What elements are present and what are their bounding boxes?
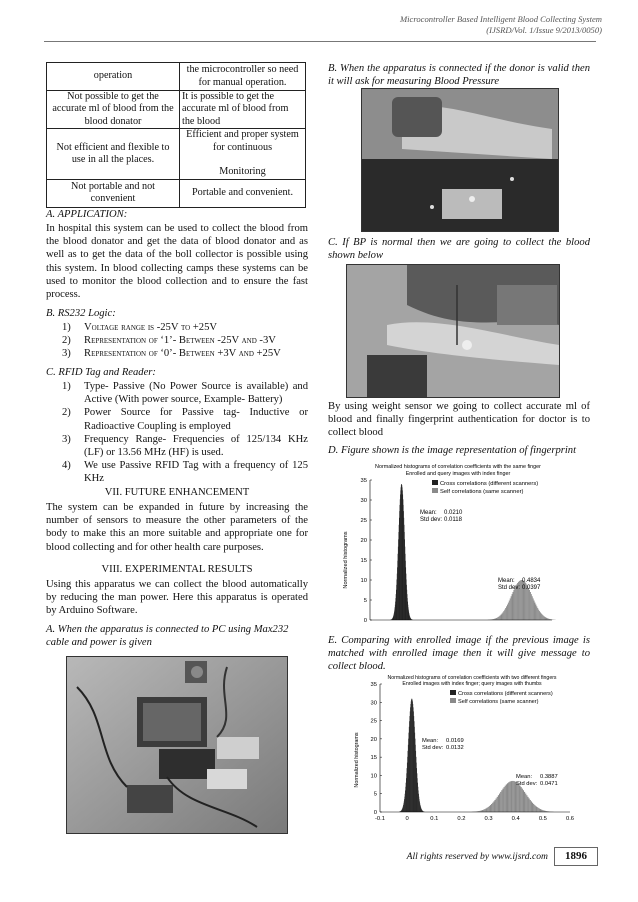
table-cell: Efficient and proper system for continuous Monitoring bbox=[180, 129, 306, 180]
histogram-bar bbox=[524, 792, 525, 812]
histogram-bar bbox=[537, 608, 538, 620]
annotation-mean-value: 0.4834 bbox=[522, 578, 541, 584]
y-tick-label: 15 bbox=[370, 755, 377, 762]
x-tick-label: 0.5 bbox=[538, 816, 547, 822]
list-item: 4) We use Passive RFID Tag with a frequency of 125 KHz bbox=[62, 460, 308, 485]
histogram-bar bbox=[539, 611, 540, 620]
histogram-bar bbox=[497, 797, 498, 812]
y-axis-label: Normalized histograms bbox=[354, 732, 360, 788]
y-tick-label: 30 bbox=[360, 498, 367, 504]
legend-label-cross: Cross correlations (different scanners) bbox=[458, 691, 553, 697]
table-cell: the microcontroller so need for manual operation. bbox=[180, 63, 306, 91]
histogram-bar bbox=[504, 787, 505, 812]
annotation-std-value: 0.0471 bbox=[540, 781, 558, 787]
future-paragraph: The system can be expanded in future by increasing the number of sensors to measure the other parameters of the body to make this an more suitable and appropriate one for blood collecting and for other health care purposes. bbox=[46, 502, 308, 553]
histogram-chart-different-fingers bbox=[352, 672, 574, 824]
y-tick-label: 25 bbox=[370, 718, 377, 725]
histogram-bar bbox=[507, 783, 508, 812]
histogram-bar bbox=[526, 795, 527, 812]
y-tick-label: 10 bbox=[370, 773, 377, 780]
histogram-bar bbox=[505, 786, 506, 812]
histogram-bar bbox=[544, 616, 545, 620]
list-item: 3) Representation of ‘0’- Between +3V and +25V bbox=[62, 348, 281, 360]
histogram-svg-1 bbox=[340, 460, 556, 628]
histogram-bar bbox=[496, 798, 497, 812]
histogram-bar bbox=[519, 786, 520, 812]
application-paragraph: In hospital this system can be used to collect the blood from the blood donator and get the data of blood donator and as well as to get the data of the boll collector is possible using this system. In blood collecting camps these systems can be used to monitor the blood collection and to ensure the fast process. bbox=[46, 223, 308, 301]
annotation-std-value: 0.0397 bbox=[522, 585, 541, 591]
table-row bbox=[47, 179, 306, 207]
y-tick-label: 35 bbox=[370, 682, 377, 688]
x-tick-label: 0.6 bbox=[565, 816, 574, 822]
annotation-mean-label: Mean: bbox=[498, 578, 515, 584]
histogram-bar bbox=[493, 801, 494, 812]
x-tick-label: 0.2 bbox=[457, 816, 466, 822]
chart-title: Normalized histograms of correlation coefficients with two different fingers bbox=[387, 675, 557, 681]
histogram-bar bbox=[529, 798, 530, 812]
section-heading-future: VII. FUTURE ENHANCEMENT bbox=[104, 487, 250, 498]
histogram-bar bbox=[501, 790, 502, 812]
annotation-mean-value: 0.3887 bbox=[540, 774, 558, 780]
histogram-bar bbox=[514, 781, 515, 812]
histogram-bar bbox=[502, 789, 503, 812]
histogram-bar bbox=[510, 781, 511, 812]
figure-caption-e: E. Comparing with enrolled image if the previous image is matched with enrolled image then it will give message to collect blood. bbox=[328, 635, 590, 673]
histogram-bar bbox=[508, 603, 509, 620]
y-axis-label: Normalized histograms bbox=[343, 531, 349, 589]
y-tick-label: 15 bbox=[360, 558, 367, 564]
histogram-bar bbox=[496, 618, 497, 620]
histogram-bar bbox=[535, 806, 536, 812]
histogram-bar bbox=[490, 805, 491, 812]
table-cell: It is possible to get the accurate ml of blood from the blood bbox=[180, 91, 306, 129]
y-tick-label: 10 bbox=[360, 578, 367, 584]
histogram-bar bbox=[534, 601, 535, 620]
histogram-svg-2 bbox=[352, 672, 574, 824]
list-item: 2) Representation of ‘1’- Between -25V and -3V bbox=[62, 335, 276, 347]
histogram-bar bbox=[535, 603, 536, 620]
x-tick-label: 0.4 bbox=[511, 816, 520, 822]
figure-caption-b: B. When the apparatus is connected if the donor is valid then it will ask for measuring Blood Pressure bbox=[328, 63, 590, 88]
y-tick-label: 20 bbox=[360, 538, 367, 544]
histogram-bar bbox=[538, 610, 539, 620]
annotation-std-value: 0.0118 bbox=[444, 517, 462, 523]
histogram-bar bbox=[498, 795, 499, 812]
legend-label-cross: Cross correlations (different scanners) bbox=[440, 481, 539, 487]
legend-swatch-self bbox=[432, 488, 438, 493]
annotation-std-label: Std dev: bbox=[498, 585, 521, 591]
rs232-list bbox=[62, 321, 308, 361]
histogram-bar bbox=[494, 800, 495, 812]
list-item: 2) Power Source for Passive tag- Inductive or Radioactive Coupling is employed bbox=[62, 407, 308, 432]
table-row bbox=[47, 129, 306, 180]
histogram-bar bbox=[530, 800, 531, 812]
histogram-bar bbox=[521, 787, 522, 812]
figure-caption-c: C. If BP is normal then we are going to collect the blood shown below bbox=[328, 237, 590, 262]
list-item: 3) Frequency Range- Frequencies of 125/134 KHz (LF) or 13.56 MHz (HF) is used. bbox=[62, 433, 308, 459]
histogram-bar bbox=[501, 614, 502, 620]
annotation-mean-value: 0.0210 bbox=[444, 510, 463, 516]
x-tick-label: -0.1 bbox=[375, 816, 385, 822]
table-cell: Not portable and not convenient bbox=[47, 179, 180, 207]
y-tick-label: 25 bbox=[360, 518, 367, 524]
footer-rights: All rights reserved by www.ijsrd.com bbox=[406, 851, 548, 862]
running-header bbox=[400, 14, 602, 36]
legend-label-self: Self correlations (same scanner) bbox=[440, 489, 524, 495]
figure-caption-a: A. When the apparatus is connected to PC using Max232 cable and power is given bbox=[46, 624, 289, 649]
y-tick-label: 0 bbox=[363, 618, 367, 624]
histogram-bar bbox=[517, 783, 518, 812]
histogram-bar bbox=[541, 810, 542, 812]
histogram-bar bbox=[533, 804, 534, 812]
histogram-chart-same-finger bbox=[340, 460, 556, 628]
histogram-bar bbox=[529, 590, 530, 620]
histogram-bar bbox=[492, 803, 493, 812]
histogram-bar bbox=[504, 610, 505, 620]
histogram-bar bbox=[511, 596, 512, 620]
histogram-bar bbox=[507, 605, 508, 620]
histogram-bar bbox=[523, 790, 524, 812]
y-tick-label: 35 bbox=[360, 478, 367, 484]
histogram-bar bbox=[528, 588, 529, 620]
table-cell: Not efficient and flexible to use in all the places. bbox=[47, 129, 180, 180]
histogram-bar bbox=[546, 618, 547, 620]
table-row bbox=[47, 63, 306, 91]
rfid-list bbox=[62, 380, 308, 486]
blood-collection-photo bbox=[346, 264, 560, 398]
histogram-bar bbox=[498, 617, 499, 620]
header-title: Microcontroller Based Intelligent Blood Collecting System bbox=[400, 14, 602, 24]
histogram-bar bbox=[503, 611, 504, 620]
table-row bbox=[47, 91, 306, 129]
experimental-paragraph: Using this apparatus we can collect the blood automatically by reducing the man power. Here this apparatus is operated by Arduino Software. bbox=[46, 579, 308, 617]
histogram-bar bbox=[484, 809, 485, 812]
comparison-table bbox=[46, 62, 306, 208]
section-heading-rs232: B. RS232 Logic: bbox=[46, 308, 116, 319]
histogram-bar bbox=[485, 808, 486, 812]
histogram-bar bbox=[491, 804, 492, 812]
histogram-bar bbox=[505, 608, 506, 620]
histogram-bar bbox=[509, 782, 510, 812]
list-item: 1) Voltage range is -25V to +25V bbox=[62, 322, 218, 333]
annotation-std-label: Std dev: bbox=[422, 745, 444, 751]
histogram-bar bbox=[525, 794, 526, 812]
histogram-bar bbox=[530, 592, 531, 620]
y-tick-label: 5 bbox=[373, 791, 377, 798]
chart-subtitle: Enrolled images with index finger; query images with thumbs bbox=[402, 681, 542, 687]
histogram-bar bbox=[533, 598, 534, 620]
histogram-bar bbox=[487, 808, 488, 812]
annotation-mean-label: Mean: bbox=[422, 738, 439, 744]
table-cell: Portable and convenient. bbox=[180, 179, 306, 207]
histogram-bar bbox=[501, 615, 502, 620]
histogram-bar bbox=[500, 792, 501, 812]
chart-title: Normalized histograms of correlation coefficients with the same finger bbox=[375, 464, 541, 470]
y-tick-label: 30 bbox=[370, 700, 377, 707]
table-cell: Not possible to get the accurate ml of blood from the blood donator bbox=[47, 91, 180, 129]
apparatus-photo bbox=[66, 656, 288, 834]
y-tick-label: 20 bbox=[370, 736, 377, 743]
histogram-bar bbox=[536, 606, 537, 620]
histogram-bar bbox=[497, 618, 498, 620]
x-tick-label: 0.1 bbox=[430, 816, 439, 822]
section-heading-experimental: VIII. EXPERIMENTAL RESULTS bbox=[101, 564, 253, 575]
annotation-mean-label: Mean: bbox=[420, 510, 437, 516]
histogram-bar bbox=[515, 586, 516, 620]
blood-pressure-image bbox=[362, 89, 558, 231]
chart-subtitle: Enrolled and query images with index finger bbox=[405, 471, 511, 477]
histogram-bar bbox=[488, 807, 489, 812]
x-tick-label: 0.3 bbox=[484, 816, 493, 822]
histogram-bar bbox=[539, 808, 540, 812]
histogram-bar bbox=[489, 806, 490, 812]
annotation-std-label: Std dev: bbox=[516, 781, 538, 787]
histogram-bar bbox=[483, 810, 484, 812]
header-rule bbox=[44, 41, 596, 42]
annotation-mean-label: Mean: bbox=[516, 774, 533, 780]
histogram-bar bbox=[532, 803, 533, 812]
histogram-bar bbox=[538, 808, 539, 812]
histogram-bar bbox=[527, 586, 528, 620]
x-tick-label: 0 bbox=[405, 816, 409, 822]
histogram-bar bbox=[499, 794, 500, 812]
histogram-bar bbox=[542, 615, 543, 620]
apparatus-image bbox=[67, 657, 287, 833]
blood-pressure-photo bbox=[361, 88, 559, 232]
histogram-bar bbox=[522, 789, 523, 812]
histogram-bar bbox=[500, 615, 501, 620]
figure-caption-d: D. Figure shown is the image representation of fingerprint bbox=[328, 445, 577, 456]
histogram-bar bbox=[508, 782, 509, 812]
histogram-bar bbox=[532, 596, 533, 620]
histogram-bar bbox=[509, 601, 510, 620]
list-item: 1) Type- Passive (No Power Source is available) and Active (With power source, Example- Battery) bbox=[62, 381, 308, 406]
histogram-bar bbox=[513, 592, 514, 620]
legend-swatch-cross bbox=[450, 690, 456, 695]
annotation-std-label: Std dev: bbox=[420, 517, 443, 523]
histogram-bar bbox=[502, 612, 503, 620]
histogram-bar bbox=[531, 594, 532, 620]
histogram-bar bbox=[541, 614, 542, 620]
blood-collection-image bbox=[347, 265, 559, 397]
histogram-bar bbox=[506, 606, 507, 620]
histogram-bar bbox=[535, 605, 536, 620]
histogram-bar bbox=[510, 598, 511, 620]
histogram-bar bbox=[540, 612, 541, 620]
histogram-bar bbox=[506, 784, 507, 812]
y-tick-label: 0 bbox=[373, 810, 377, 816]
histogram-bar bbox=[499, 616, 500, 620]
annotation-std-value: 0.0132 bbox=[446, 745, 464, 751]
histogram-bar bbox=[513, 590, 514, 620]
histogram-bar bbox=[546, 618, 547, 620]
section-heading-rfid: C. RFID Tag and Reader: bbox=[46, 367, 156, 378]
legend-label-self: Self correlations (same scanner) bbox=[458, 699, 539, 705]
histogram-bar bbox=[537, 807, 538, 812]
annotation-mean-value: 0.0169 bbox=[446, 738, 464, 744]
legend-swatch-self bbox=[450, 698, 456, 703]
histogram-bar bbox=[545, 617, 546, 620]
histogram-bar bbox=[514, 588, 515, 620]
histogram-bar bbox=[540, 809, 541, 812]
page-number: 1896 bbox=[554, 847, 598, 866]
histogram-bar bbox=[543, 615, 544, 620]
histogram-bar bbox=[512, 594, 513, 620]
histogram-bar bbox=[531, 801, 532, 812]
histogram-bar bbox=[518, 784, 519, 812]
histogram-bar bbox=[527, 797, 528, 812]
histogram-bar bbox=[534, 805, 535, 812]
legend-swatch-cross bbox=[432, 480, 438, 485]
section-heading-application: A. APPLICATION: bbox=[46, 209, 128, 220]
histogram-bar bbox=[512, 781, 513, 812]
table-cell: operation bbox=[47, 63, 180, 91]
weight-sensor-paragraph: By using weight sensor we going to collect accurate ml of blood and finally fingerprint authentication for doctor is to collect blood bbox=[328, 401, 590, 439]
histogram-bar bbox=[513, 781, 514, 812]
y-tick-label: 5 bbox=[363, 598, 367, 604]
header-issue: (IJSRD/Vol. 1/Issue 9/2013/0050) bbox=[486, 25, 602, 35]
